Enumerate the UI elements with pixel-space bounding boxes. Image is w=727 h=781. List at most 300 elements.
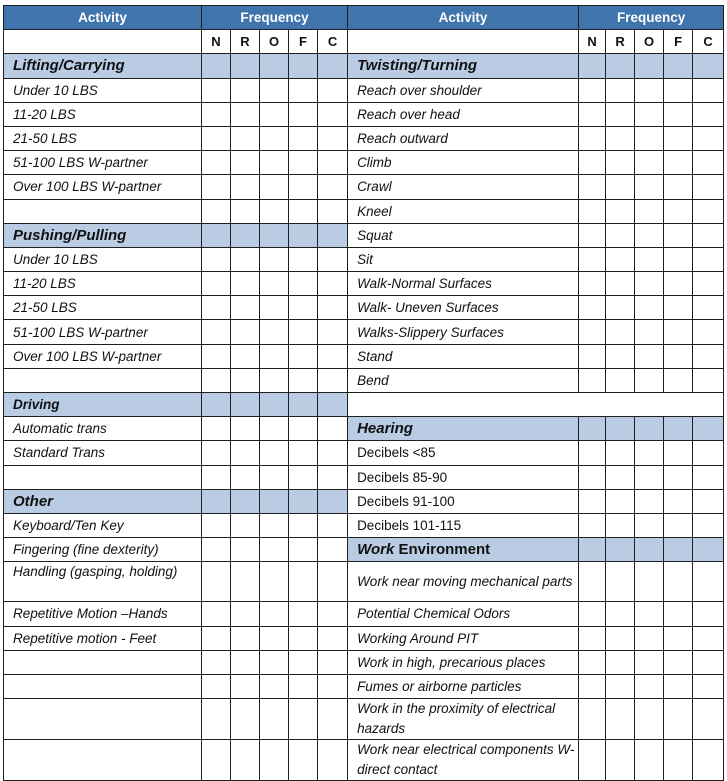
frequency-cell[interactable] [289,223,318,247]
frequency-cell[interactable] [289,489,318,513]
frequency-cell[interactable] [202,296,231,320]
frequency-cell[interactable] [289,513,318,537]
frequency-cell[interactable] [579,513,606,537]
frequency-cell[interactable] [635,320,664,344]
frequency-cell[interactable] [693,650,724,674]
frequency-cell[interactable] [606,247,635,271]
frequency-cell[interactable] [606,699,635,740]
frequency-cell[interactable] [606,626,635,650]
frequency-cell[interactable] [260,175,289,199]
frequency-cell[interactable] [318,674,348,698]
frequency-cell[interactable] [606,417,635,441]
frequency-cell[interactable] [202,465,231,489]
frequency-cell[interactable] [289,151,318,175]
frequency-cell[interactable] [202,126,231,150]
frequency-cell[interactable] [635,650,664,674]
frequency-cell[interactable] [231,393,260,417]
frequency-cell[interactable] [635,626,664,650]
frequency-cell[interactable] [318,54,348,78]
frequency-cell[interactable] [606,199,635,223]
frequency-cell[interactable] [693,320,724,344]
section-heading-part: Environment [394,541,491,559]
frequency-cell[interactable] [579,674,606,698]
frequency-cell[interactable] [606,102,635,126]
frequency-cell[interactable] [260,272,289,296]
frequency-cell[interactable] [664,538,693,562]
frequency-cell[interactable] [318,175,348,199]
frequency-cell[interactable] [260,538,289,562]
frequency-cell[interactable] [579,699,606,740]
blank-cell [348,393,724,417]
table-row [4,562,724,602]
frequency-cell[interactable] [664,54,693,78]
frequency-cell[interactable] [579,175,606,199]
frequency-cell[interactable] [579,199,606,223]
frequency-cell[interactable] [664,513,693,537]
activity-label: Sit [348,247,579,271]
frequency-cell[interactable] [289,740,318,781]
frequency-cell[interactable] [318,102,348,126]
frequency-cell[interactable] [664,247,693,271]
frequency-cell[interactable] [606,602,635,626]
frequency-cell[interactable] [664,199,693,223]
frequency-cell[interactable] [289,538,318,562]
frequency-cell[interactable] [693,602,724,626]
frequency-cell[interactable] [693,247,724,271]
frequency-cell[interactable] [231,489,260,513]
frequency-cell[interactable] [693,368,724,392]
frequency-cell[interactable] [260,465,289,489]
frequency-cell[interactable] [635,175,664,199]
frequency-cell[interactable] [289,602,318,626]
frequency-cell[interactable] [606,650,635,674]
frequency-cell[interactable] [579,538,606,562]
frequency-cell[interactable] [260,441,289,465]
frequency-cell[interactable] [202,650,231,674]
frequency-cell[interactable] [231,54,260,78]
frequency-cell[interactable] [202,674,231,698]
frequency-cell[interactable] [202,602,231,626]
frequency-cell[interactable] [318,513,348,537]
activity-header-left: Activity [4,6,202,30]
frequency-cell[interactable] [635,602,664,626]
frequency-cell[interactable] [289,78,318,102]
frequency-cell[interactable] [289,699,318,740]
frequency-cell[interactable] [664,417,693,441]
frequency-cell[interactable] [579,650,606,674]
frequency-cell[interactable] [635,247,664,271]
frequency-cell[interactable] [664,562,693,602]
frequency-cell[interactable] [693,626,724,650]
frequency-cell[interactable] [693,54,724,78]
frequency-cell[interactable] [579,296,606,320]
frequency-cell[interactable] [693,740,724,781]
frequency-cell[interactable] [231,513,260,537]
frequency-cell[interactable] [664,344,693,368]
frequency-cell[interactable] [231,102,260,126]
frequency-cell[interactable] [289,441,318,465]
frequency-cell[interactable] [202,320,231,344]
frequency-cell[interactable] [231,126,260,150]
frequency-cell[interactable] [260,223,289,247]
frequency-cell[interactable] [693,296,724,320]
frequency-cell[interactable] [202,699,231,740]
frequency-cell[interactable] [260,296,289,320]
frequency-cell[interactable] [579,602,606,626]
frequency-cell[interactable] [664,602,693,626]
frequency-header-left: Frequency [202,6,348,30]
frequency-cell[interactable] [202,199,231,223]
frequency-cell[interactable] [260,489,289,513]
frequency-cell[interactable] [693,175,724,199]
frequency-cell[interactable] [635,199,664,223]
frequency-cell[interactable] [318,465,348,489]
frequency-cell[interactable] [260,626,289,650]
frequency-cell[interactable] [260,602,289,626]
frequency-cell[interactable] [202,489,231,513]
frequency-cell[interactable] [664,740,693,781]
frequency-cell[interactable] [260,54,289,78]
frequency-cell[interactable] [606,368,635,392]
frequency-cell[interactable] [664,175,693,199]
frequency-cell[interactable] [289,344,318,368]
frequency-cell[interactable] [260,199,289,223]
frequency-cell[interactable] [202,441,231,465]
frequency-cell[interactable] [635,102,664,126]
frequency-cell[interactable] [693,674,724,698]
table-row [4,674,724,698]
frequency-cell[interactable] [318,126,348,150]
blank-cell [4,368,202,392]
frequency-cell[interactable] [289,126,318,150]
frequency-cell[interactable] [289,199,318,223]
frequency-cell[interactable] [579,465,606,489]
activity-label: Decibels 85-90 [348,465,579,489]
frequency-cell[interactable] [606,78,635,102]
frequency-cell[interactable] [664,272,693,296]
frequency-cell[interactable] [318,223,348,247]
frequency-cell[interactable] [664,465,693,489]
frequency-cell[interactable] [664,626,693,650]
frequency-cell[interactable] [635,272,664,296]
table-row [4,272,724,296]
frequency-cell[interactable] [693,344,724,368]
frequency-cell[interactable] [231,626,260,650]
frequency-cell[interactable] [318,344,348,368]
frequency-cell[interactable] [231,151,260,175]
frequency-cell[interactable] [231,199,260,223]
frequency-cell[interactable] [606,320,635,344]
frequency-cell[interactable] [606,489,635,513]
frequency-cell[interactable] [318,417,348,441]
frequency-cell[interactable] [606,175,635,199]
frequency-cell[interactable] [260,513,289,537]
frequency-cell[interactable] [231,602,260,626]
frequency-cell[interactable] [635,126,664,150]
frequency-cell[interactable] [664,489,693,513]
activity-label: 51-100 LBS W-partner [4,320,202,344]
frequency-cell[interactable] [231,368,260,392]
frequency-cell[interactable] [231,320,260,344]
frequency-cell[interactable] [664,126,693,150]
frequency-cell[interactable] [635,78,664,102]
frequency-cell[interactable] [693,102,724,126]
frequency-cell[interactable] [202,247,231,271]
frequency-cell[interactable] [693,441,724,465]
frequency-cell[interactable] [693,513,724,537]
frequency-cell[interactable] [318,538,348,562]
frequency-cell[interactable] [202,368,231,392]
frequency-cell[interactable] [202,78,231,102]
frequency-cell[interactable] [260,393,289,417]
frequency-cell[interactable] [289,465,318,489]
frequency-cell[interactable] [231,674,260,698]
table-row [4,699,724,740]
frequency-cell[interactable] [231,247,260,271]
frequency-cell[interactable] [202,538,231,562]
frequency-cell[interactable] [579,626,606,650]
frequency-cell[interactable] [318,151,348,175]
frequency-cell[interactable] [579,344,606,368]
frequency-cell[interactable] [664,674,693,698]
frequency-cell[interactable] [635,344,664,368]
frequency-cell[interactable] [606,272,635,296]
frequency-cell[interactable] [693,126,724,150]
frequency-cell[interactable] [260,562,289,602]
frequency-cell[interactable] [664,699,693,740]
frequency-cell[interactable] [289,674,318,698]
frequency-cell[interactable] [664,102,693,126]
frequency-cell[interactable] [606,538,635,562]
frequency-cell[interactable] [606,674,635,698]
frequency-cell[interactable] [693,562,724,602]
frequency-cell[interactable] [202,513,231,537]
frequency-cell[interactable] [579,78,606,102]
frequency-cell[interactable] [318,368,348,392]
frequency-cell[interactable] [579,151,606,175]
frequency-cell[interactable] [635,296,664,320]
frequency-cell[interactable] [202,102,231,126]
frequency-cell[interactable] [635,699,664,740]
frequency-cell[interactable] [318,272,348,296]
frequency-cell[interactable] [202,626,231,650]
frequency-cell[interactable] [693,489,724,513]
frequency-cell[interactable] [318,626,348,650]
frequency-cell[interactable] [635,151,664,175]
frequency-cell[interactable] [231,417,260,441]
frequency-cell[interactable] [318,650,348,674]
frequency-cell[interactable] [260,368,289,392]
table-row [4,650,724,674]
frequency-cell[interactable] [635,674,664,698]
frequency-cell[interactable] [202,223,231,247]
frequency-cell[interactable] [289,272,318,296]
frequency-cell[interactable] [260,78,289,102]
frequency-cell[interactable] [664,368,693,392]
activity-label: Repetitive motion - Feet [4,626,202,650]
frequency-cell[interactable] [260,650,289,674]
frequency-cell[interactable] [289,247,318,271]
frequency-cell[interactable] [289,175,318,199]
frequency-cell[interactable] [635,368,664,392]
activity-label: Working Around PIT [348,626,579,650]
frequency-cell[interactable] [693,151,724,175]
frequency-cell[interactable] [231,175,260,199]
frequency-cell[interactable] [693,223,724,247]
frequency-cell[interactable] [606,296,635,320]
frequency-cell[interactable] [231,699,260,740]
frequency-cell[interactable] [260,126,289,150]
frequency-cell[interactable] [318,247,348,271]
frequency-cell[interactable] [664,320,693,344]
frequency-cell[interactable] [606,441,635,465]
frequency-cell[interactable] [664,78,693,102]
frequency-cell[interactable] [231,344,260,368]
frequency-cell[interactable] [289,54,318,78]
frequency-cell[interactable] [579,223,606,247]
frequency-cell[interactable] [693,272,724,296]
frequency-cell[interactable] [693,199,724,223]
blank-cell [4,465,202,489]
frequency-cell[interactable] [289,320,318,344]
frequency-cell[interactable] [579,54,606,78]
activity-label: Decibels 91-100 [348,489,579,513]
frequency-cell[interactable] [579,126,606,150]
frequency-cell[interactable] [289,562,318,602]
frequency-cell[interactable] [693,538,724,562]
frequency-cell[interactable] [231,465,260,489]
frequency-code-row [4,30,724,54]
frequency-cell[interactable] [635,489,664,513]
frequency-cell[interactable] [318,489,348,513]
frequency-cell[interactable] [260,102,289,126]
frequency-cell[interactable] [202,272,231,296]
frequency-cell[interactable] [318,296,348,320]
frequency-cell[interactable] [289,626,318,650]
frequency-cell[interactable] [635,740,664,781]
frequency-cell[interactable] [693,465,724,489]
frequency-cell[interactable] [231,650,260,674]
frequency-cell[interactable] [579,102,606,126]
frequency-cell[interactable] [202,740,231,781]
frequency-cell[interactable] [579,247,606,271]
frequency-cell[interactable] [579,489,606,513]
frequency-cell[interactable] [231,78,260,102]
frequency-cell[interactable] [318,441,348,465]
frequency-cell[interactable] [693,699,724,740]
frequency-cell[interactable] [606,54,635,78]
frequency-cell[interactable] [202,151,231,175]
frequency-cell[interactable] [635,538,664,562]
frequency-cell[interactable] [260,674,289,698]
frequency-cell[interactable] [664,151,693,175]
frequency-cell[interactable] [231,740,260,781]
frequency-cell[interactable] [318,320,348,344]
frequency-cell[interactable] [635,417,664,441]
frequency-cell[interactable] [289,650,318,674]
activity-label: Keyboard/Ten Key [4,513,202,537]
frequency-cell[interactable] [231,562,260,602]
frequency-cell[interactable] [260,320,289,344]
frequency-cell[interactable] [202,54,231,78]
frequency-cell[interactable] [289,368,318,392]
frequency-cell[interactable] [318,78,348,102]
frequency-cell[interactable] [579,417,606,441]
frequency-cell[interactable] [202,344,231,368]
frequency-cell[interactable] [289,417,318,441]
frequency-cell[interactable] [289,296,318,320]
frequency-cell[interactable] [579,562,606,602]
frequency-cell[interactable] [202,393,231,417]
frequency-cell[interactable] [318,740,348,781]
activity-label: Climb [348,151,579,175]
frequency-cell[interactable] [231,441,260,465]
frequency-cell[interactable] [579,272,606,296]
frequency-cell[interactable] [289,393,318,417]
frequency-cell[interactable] [606,126,635,150]
activity-label: Work near moving mechanical parts [348,562,579,602]
frequency-cell[interactable] [260,247,289,271]
frequency-cell[interactable] [260,740,289,781]
frequency-cell[interactable] [635,441,664,465]
frequency-cell[interactable] [289,102,318,126]
frequency-cell[interactable] [202,175,231,199]
frequency-cell[interactable] [318,199,348,223]
frequency-cell[interactable] [664,650,693,674]
frequency-cell[interactable] [606,223,635,247]
frequency-cell[interactable] [693,78,724,102]
frequency-cell[interactable] [579,441,606,465]
frequency-cell[interactable] [664,296,693,320]
frequency-cell[interactable] [202,417,231,441]
frequency-cell[interactable] [606,740,635,781]
frequency-cell[interactable] [606,151,635,175]
frequency-cell[interactable] [635,223,664,247]
frequency-cell[interactable] [318,562,348,602]
frequency-cell[interactable] [579,740,606,781]
frequency-cell[interactable] [635,513,664,537]
blank-cell [4,699,202,740]
frequency-cell[interactable] [635,465,664,489]
frequency-cell[interactable] [606,465,635,489]
frequency-cell[interactable] [635,54,664,78]
frequency-cell[interactable] [202,562,231,602]
frequency-cell[interactable] [664,441,693,465]
frequency-cell[interactable] [318,602,348,626]
frequency-cell[interactable] [260,417,289,441]
section-heading [348,538,579,562]
frequency-cell[interactable] [579,368,606,392]
frequency-cell[interactable] [664,223,693,247]
flag-r-left: R [231,30,260,54]
frequency-cell[interactable] [635,562,664,602]
frequency-cell[interactable] [231,538,260,562]
frequency-cell[interactable] [260,151,289,175]
frequency-cell[interactable] [693,417,724,441]
frequency-cell[interactable] [606,513,635,537]
frequency-cell[interactable] [260,344,289,368]
frequency-cell[interactable] [260,699,289,740]
frequency-cell[interactable] [606,344,635,368]
frequency-cell[interactable] [231,296,260,320]
frequency-cell[interactable] [318,699,348,740]
flag-c-left: C [318,30,348,54]
frequency-cell[interactable] [579,320,606,344]
frequency-cell[interactable] [231,272,260,296]
frequency-cell[interactable] [231,223,260,247]
frequency-cell[interactable] [606,562,635,602]
frequency-cell[interactable] [318,393,348,417]
